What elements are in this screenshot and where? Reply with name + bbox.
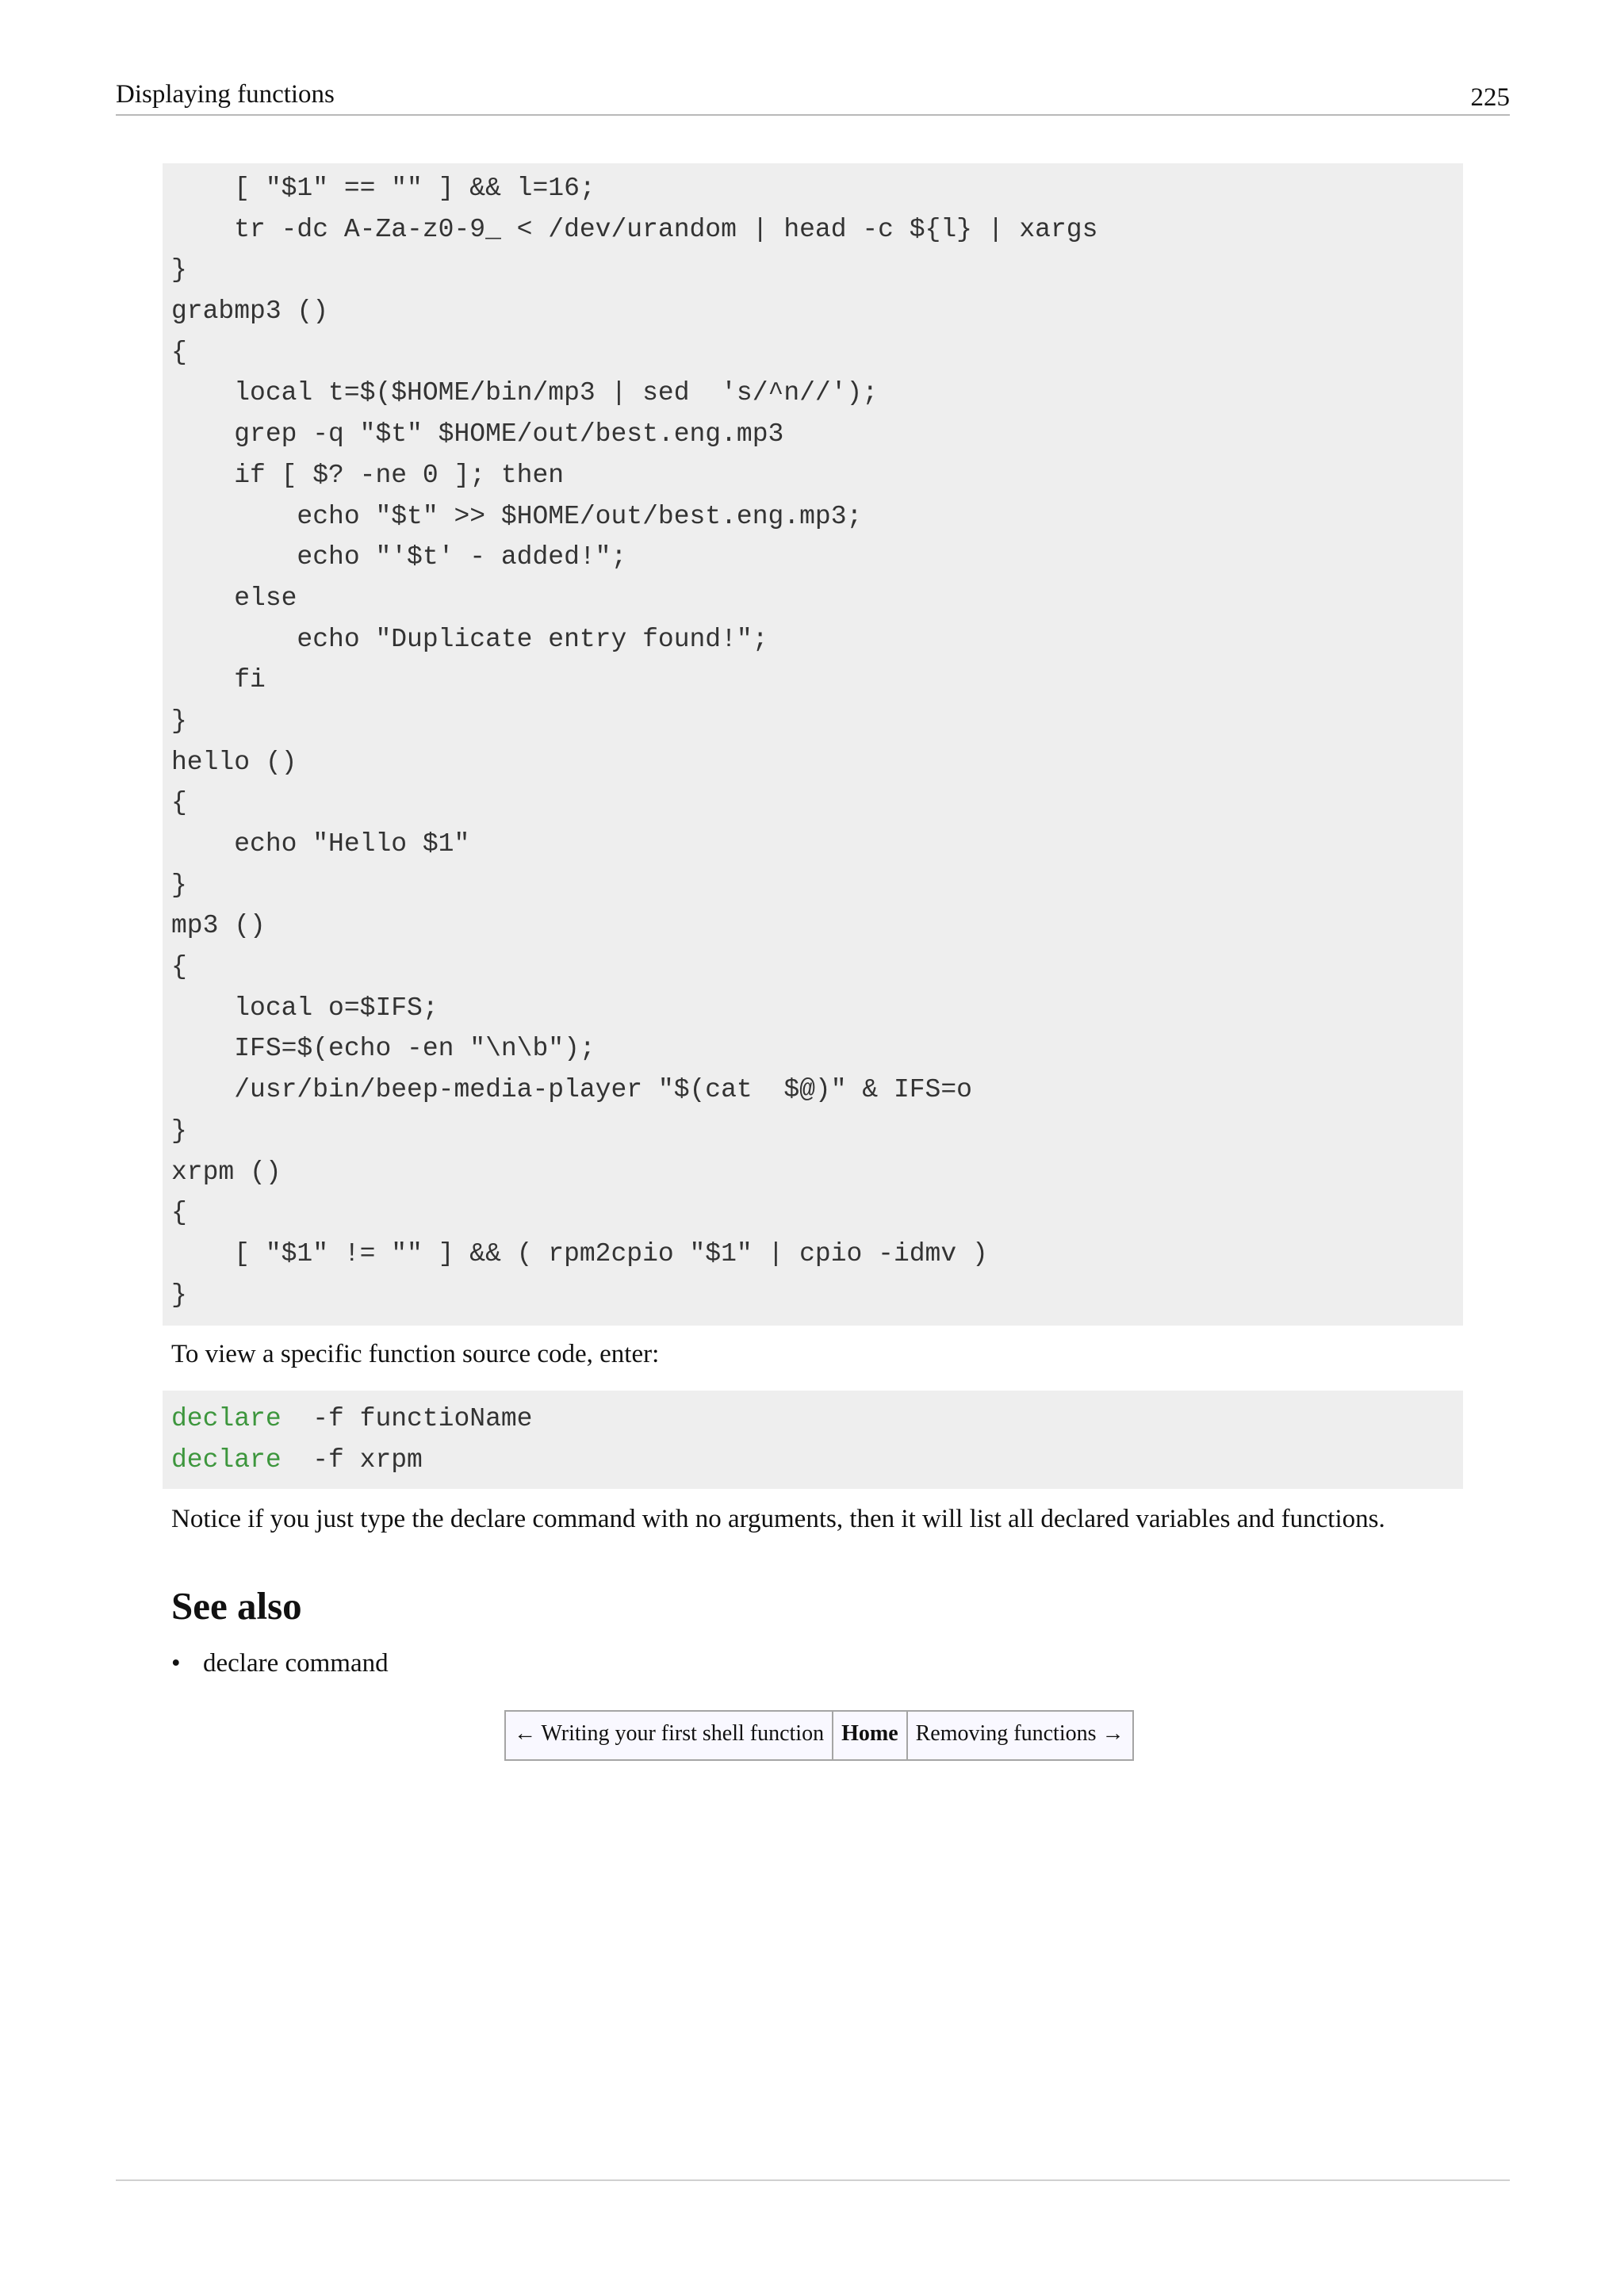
code-line: /usr/bin/beep-media-player "$(cat $@)" & IFS=o bbox=[171, 1075, 972, 1105]
page-header bbox=[116, 76, 1510, 116]
code-keyword: declare bbox=[171, 1445, 282, 1475]
nav-home-link[interactable]: Home bbox=[832, 1712, 906, 1759]
code-line: if [ $? -ne 0 ]; then bbox=[171, 460, 565, 490]
list-item[interactable] bbox=[171, 1647, 389, 1679]
code-line: else bbox=[171, 583, 297, 613]
code-line: local o=$IFS; bbox=[171, 993, 439, 1023]
code-line: { bbox=[171, 337, 187, 367]
page-header-title: Displaying functions bbox=[116, 80, 335, 109]
code-line: { bbox=[171, 788, 187, 818]
code-line: } bbox=[171, 706, 187, 736]
code-line: echo "$t" >> $HOME/out/best.eng.mp3; bbox=[171, 501, 863, 531]
code-line: } bbox=[171, 1280, 187, 1310]
see-also-list bbox=[171, 1647, 389, 1679]
code-line: fi bbox=[171, 665, 266, 695]
code-line: grabmp3 () bbox=[171, 297, 329, 327]
code-line bbox=[171, 1440, 1463, 1481]
list-item-label: declare command bbox=[203, 1649, 389, 1678]
code-line bbox=[171, 1399, 1463, 1440]
chapter-navigation bbox=[504, 1710, 1134, 1761]
page-number: 225 bbox=[1470, 83, 1510, 112]
bullet-icon: • bbox=[171, 1649, 181, 1678]
code-line: [ "$1" != "" ] && ( rpm2cpio "$1" | cpio -idmv ) bbox=[171, 1238, 988, 1269]
code-line: echo "Duplicate entry found!"; bbox=[171, 624, 768, 654]
code-line: echo "Hello $1" bbox=[171, 829, 470, 859]
code-line: grep -q "$t" $HOME/out/best.eng.mp3 bbox=[171, 419, 784, 450]
footer-divider bbox=[116, 2179, 1510, 2181]
code-line: tr -dc A-Za-z0-9_ < /dev/urandom | head -c ${l} | xargs bbox=[171, 214, 1098, 244]
code-line: } bbox=[171, 1115, 187, 1146]
code-block-functions bbox=[163, 163, 1463, 1326]
code-block-declare bbox=[163, 1391, 1463, 1489]
code-line: { bbox=[171, 1198, 187, 1228]
nav-previous-link[interactable]: ← Writing your first shell function bbox=[514, 1721, 825, 1746]
code-keyword: declare bbox=[171, 1404, 282, 1433]
code-line: mp3 () bbox=[171, 911, 266, 941]
intro-paragraph: To view a specific function source code, enter: bbox=[171, 1340, 660, 1368]
code-line: hello () bbox=[171, 747, 297, 777]
notice-paragraph: Notice if you just type the declare command with no arguments, then it will list all declared variables and functions. bbox=[171, 1505, 1385, 1533]
code-line: echo "'$t' - added!"; bbox=[171, 542, 627, 572]
nav-next-link[interactable]: Removing functions → bbox=[906, 1712, 1132, 1759]
code-args: -f xrpm bbox=[281, 1445, 423, 1475]
code-line: local t=$($HOME/bin/mp3 | sed 's/^n//'); bbox=[171, 378, 879, 408]
see-also-heading: See also bbox=[171, 1584, 302, 1628]
code-line: IFS=$(echo -en "\n\b"); bbox=[171, 1034, 596, 1064]
code-line: } bbox=[171, 870, 187, 900]
code-line: } bbox=[171, 255, 187, 285]
code-line: { bbox=[171, 952, 187, 982]
code-args: -f functioName bbox=[281, 1404, 533, 1433]
code-line: [ "$1" == "" ] && l=16; bbox=[171, 174, 596, 203]
code-line: xrpm () bbox=[171, 1157, 282, 1187]
